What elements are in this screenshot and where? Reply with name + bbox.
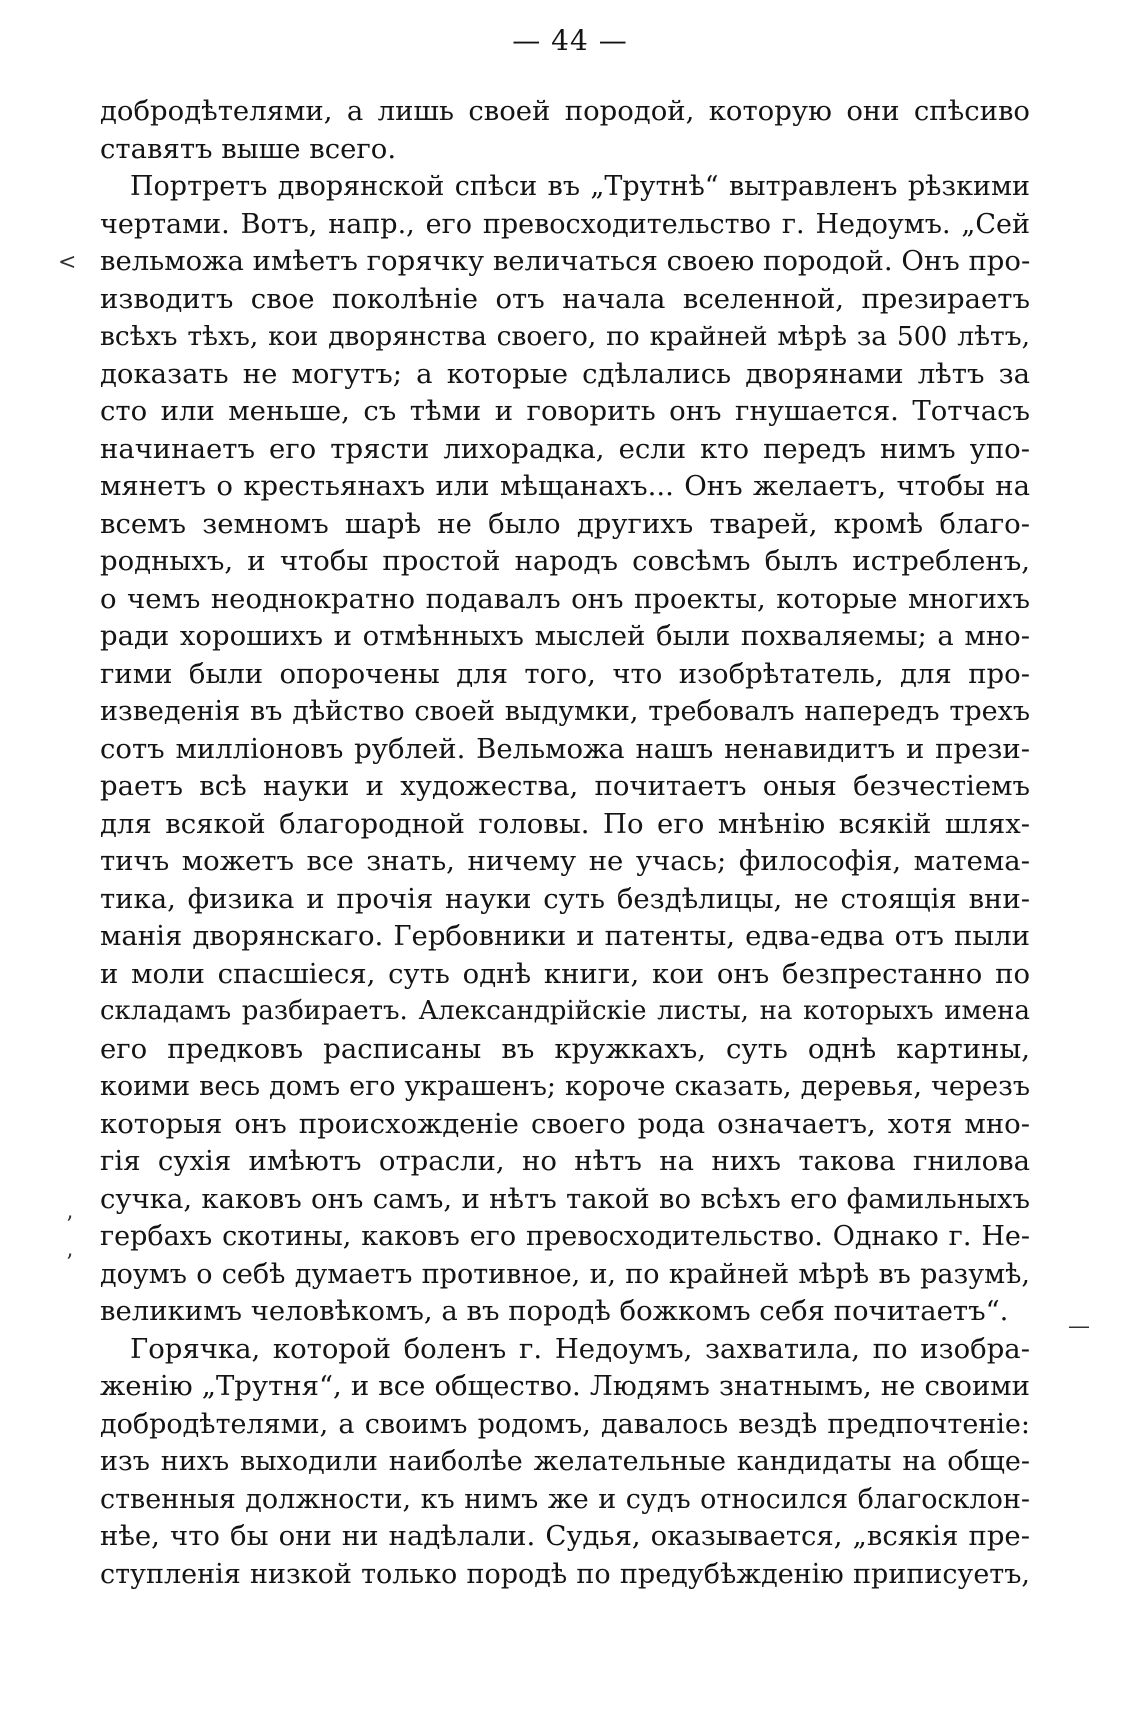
text-line: великимъ человѣкомъ, а въ породѣ божкомъ себя почитаетъ“.	[100, 1295, 1009, 1327]
text-line: тика, физика и прочія науки суть бездѣлицы, не стоящія вни-	[100, 882, 1030, 915]
text-line: гія сухія имѣютъ отрасли, но нѣтъ на нихъ такова гнилова	[100, 1145, 1030, 1177]
text-line: всемъ земномъ шарѣ не было другихъ тварей, кромѣ благо-	[100, 507, 1030, 540]
text-line: добродѣтелями, а лишь своей породой, которую они спѣсиво	[100, 95, 1030, 127]
text-line: начинаетъ его трясти лихорадка, если кто передъ нимъ упо-	[100, 432, 1030, 465]
text-line: гербахъ скотины, каковъ его превосходительство. Однако г. Не-	[100, 1221, 1030, 1252]
text-line: ставятъ выше всего.	[100, 132, 397, 165]
text-line: которыя онъ происхожденіе своего рода означаетъ, хотя мно-	[100, 1107, 1030, 1140]
text-line: Портретъ дворянской спѣси въ „Трутнѣ“ вытравленъ рѣзкими	[130, 171, 1030, 202]
margin-mark: <	[58, 250, 77, 275]
text-line: доумъ о себѣ думаетъ противное, и, по крайней мѣрѣ въ разумѣ,	[100, 1258, 1030, 1290]
text-line: женію „Трутня“, и все общество. Людямъ знатнымъ, не своими	[100, 1370, 1030, 1402]
text-line: складамъ разбираетъ. Александрійскіе листы, на которыхъ имена	[100, 996, 1030, 1026]
text-line: о чемъ неоднократно подавалъ онъ проекты, которые многихъ	[100, 582, 1030, 615]
text-line: изъ нихъ выходили наиболѣе желательные кандидаты на обще-	[100, 1446, 1030, 1477]
text-line: для всякой благородной головы. По его мнѣнію всякій шлях-	[100, 807, 1030, 840]
margin-mark: ’	[66, 1251, 73, 1276]
text-line: всѣхъ тѣхъ, кои дворянства своего, по крайней мѣрѣ за 500 лѣтъ,	[100, 321, 1030, 352]
text-line: гими были опорочены для того, что изобрѣтатель, для про-	[100, 657, 1030, 690]
margin-mark: ’	[66, 1213, 73, 1238]
text-line: сотъ милліоновъ рублей. Вельможа нашъ ненавидитъ и прези-	[100, 732, 1030, 765]
text-line: раетъ всѣ науки и художества, почитаетъ оныя безчестіемъ	[100, 770, 1030, 802]
text-line: нѣе, что бы они ни надѣлали. Судья, оказывается, „всякія пре-	[100, 1520, 1030, 1552]
text-line: сто или меньше, съ тѣми и говорить онъ гнушается. Тотчасъ	[100, 395, 1030, 427]
text-line: его предковъ расписаны въ кружкахъ, суть однѣ картины,	[100, 1032, 1030, 1065]
text-line: тичъ можетъ все знать, ничему не учась; философія, матема-	[100, 845, 1030, 877]
text-line: коими весь домъ его украшенъ; короче сказать, деревья, черезъ	[100, 1071, 1030, 1102]
text-line: родныхъ, и чтобы простой народъ совсѣмъ былъ истребленъ,	[100, 545, 1030, 577]
text-line: манія дворянскаго. Гербовники и патенты, едва-едва отъ пыли	[100, 920, 1030, 952]
body-text	[100, 93, 1030, 1593]
text-line: ственныя должности, къ нимъ же и судъ относился благосклон-	[100, 1483, 1030, 1515]
text-line: вельможа имѣетъ горячку величаться своею породой. Онъ про-	[100, 245, 1031, 277]
text-line: чертами. Вотъ, напр., его превосходительство г. Недоумъ. „Сей	[100, 208, 1030, 240]
text-line: сучка, каковъ онъ самъ, и нѣтъ такой во всѣхъ его фамильныхъ	[100, 1182, 1030, 1215]
text-line: изводитъ свое поколѣніе отъ начала вселенной, презираетъ	[100, 282, 1030, 315]
page-number: — 44 —	[512, 24, 628, 57]
text-line: Горячка, которой боленъ г. Недоумъ, захватила, по изобра-	[130, 1332, 1030, 1365]
text-line: изведенія въ дѣйство своей выдумки, требовалъ напередъ трехъ	[100, 696, 1030, 727]
text-line: ради хорошихъ и отмѣнныхъ мыслей были похваляемы; а мно-	[100, 620, 1030, 652]
text-line: мянетъ о крестьянахъ или мѣщанахъ... Онъ желаетъ, чтобы на	[100, 470, 1030, 502]
text-line: доказать не могутъ; а которые сдѣлались дворянами лѣтъ за	[100, 357, 1030, 390]
text-line: ступленія низкой только породѣ по предубѣжденію приписуетъ,	[100, 1558, 1030, 1590]
text-line: добродѣтелями, а своимъ родомъ, давалось вездѣ предпочтеніе:	[100, 1408, 1030, 1440]
text-line: и моли спасшіеся, суть однѣ книги, кои онъ безпрестанно по	[100, 957, 1030, 990]
margin-mark: —	[1068, 1314, 1090, 1339]
